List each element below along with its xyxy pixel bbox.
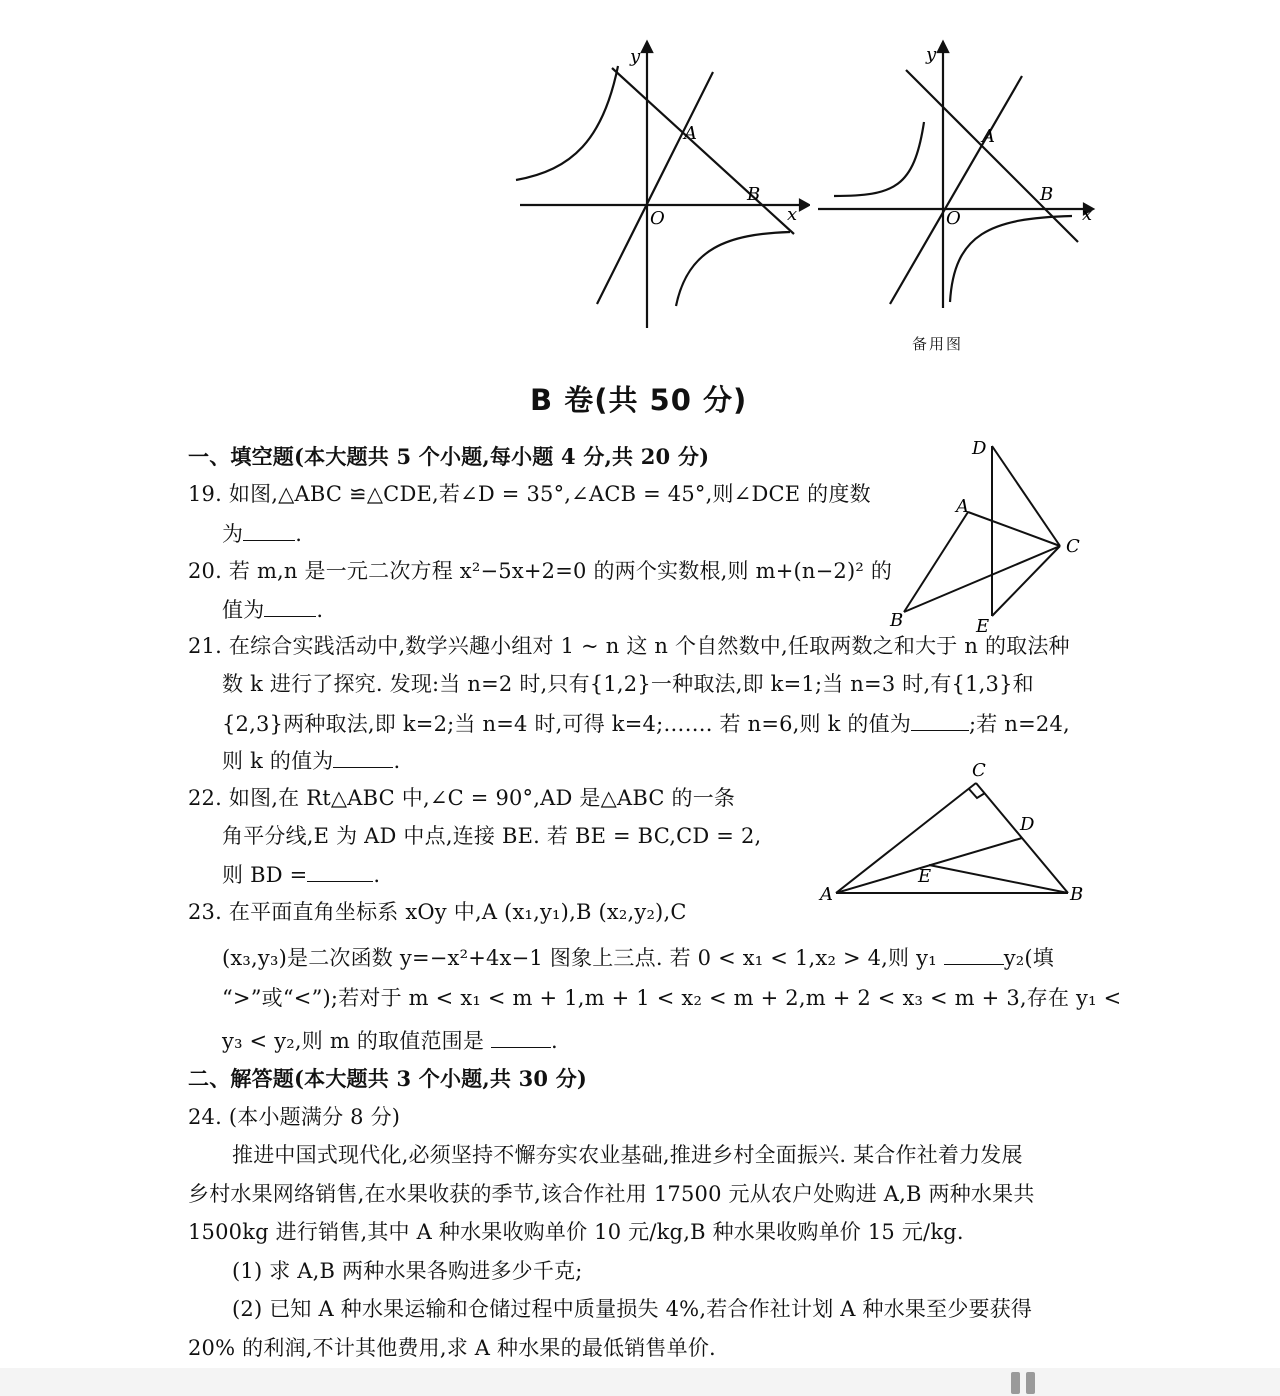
q22-line-3 bbox=[222, 863, 380, 886]
pause-indicator-right[interactable] bbox=[1026, 1372, 1035, 1394]
graph-figure-1 bbox=[500, 38, 810, 330]
q23-text-c: y₃ < y₂,则 m 的取值范围是 bbox=[222, 1029, 485, 1053]
q21-suffix: . bbox=[393, 749, 401, 773]
y-label: y bbox=[926, 44, 937, 65]
q23-line-2 bbox=[222, 946, 1054, 969]
q21-line-1: 21. 在综合实践活动中,数学兴趣小组对 1 ~ n 这 n 个自然数中,任取两数之和大于 n 的取法种 bbox=[188, 634, 1070, 658]
point-a-label: A bbox=[684, 123, 697, 144]
q23-line-4 bbox=[222, 1029, 558, 1052]
section-title: B 卷(共 50 分) bbox=[530, 383, 748, 417]
q20-line-2 bbox=[222, 598, 323, 621]
q19-suffix: . bbox=[295, 522, 303, 546]
q19-line-2 bbox=[222, 522, 302, 545]
y-axis-arrow bbox=[938, 42, 948, 52]
label-d: D bbox=[972, 438, 987, 459]
point-b-label: B bbox=[747, 184, 761, 205]
q22-answer-blank[interactable] bbox=[307, 863, 373, 882]
q23-answer-blank-2[interactable] bbox=[491, 1029, 551, 1048]
label-a: A bbox=[956, 496, 969, 517]
q22-suffix: . bbox=[373, 863, 381, 887]
label-d: D bbox=[1020, 814, 1035, 835]
q23-line-3: “>”或“<”);若对于 m < x₁ < m + 1,m + 1 < x₂ < m + 2,m + 2 < x₃ < m + 3,存在 y₁ < bbox=[222, 986, 1122, 1010]
q20-suffix: . bbox=[316, 598, 324, 622]
section-heading-solutions: 二、解答题(本大题共 3 个小题,共 30 分) bbox=[188, 1066, 588, 1091]
q22-line-1: 22. 如图,在 Rt△ABC 中,∠C = 90°,AD 是△ABC 的一条 bbox=[188, 786, 736, 810]
spare-figure-caption: 备用图 bbox=[912, 335, 964, 353]
q24-subquestion-2: (2) 已知 A 种水果运输和仓储过程中质量损失 4%,若合作社计划 A 种水果至少要获得 bbox=[232, 1297, 1033, 1321]
hyperbola-lower bbox=[676, 232, 790, 306]
q22-prefix: 则 BD = bbox=[222, 863, 308, 887]
q20-line-1: 20. 若 m,n 是一元二次方程 x²−5x+2=0 的两个实数根,则 m+(n−2)² 的 bbox=[188, 559, 893, 583]
x-label: x bbox=[1082, 204, 1093, 225]
q23-suffix: . bbox=[550, 1029, 558, 1053]
y-axis-arrow bbox=[642, 42, 652, 52]
label-c: C bbox=[1066, 536, 1080, 557]
q24-heading: 24. (本小题满分 8 分) bbox=[188, 1105, 401, 1129]
q24-para-line-2: 乡村水果网络销售,在水果收获的季节,该合作社用 17500 元从农户处购进 A,B 两种水果共 bbox=[188, 1182, 1035, 1206]
origin-label: O bbox=[946, 208, 961, 229]
graph-figure-2 bbox=[814, 38, 1096, 330]
q21-mid: ;若 n=24, bbox=[969, 712, 1070, 736]
label-b: B bbox=[890, 610, 904, 631]
q24-para-line-1: 推进中国式现代化,必须坚持不懈夯实农业基础,推进乡村全面振兴. 某合作社着力发展 bbox=[232, 1143, 1023, 1167]
label-e: E bbox=[976, 616, 990, 634]
pause-indicator-left[interactable] bbox=[1011, 1372, 1020, 1394]
q21-line-3 bbox=[222, 712, 1070, 735]
q20-answer-blank[interactable] bbox=[264, 598, 316, 617]
q23-answer-blank-1[interactable] bbox=[944, 946, 1004, 965]
point-b-label: B bbox=[1040, 184, 1054, 205]
q21-line-4 bbox=[222, 749, 400, 772]
bottom-toolbar bbox=[0, 1368, 1280, 1396]
label-e: E bbox=[918, 866, 932, 887]
q19-prefix: 为 bbox=[222, 522, 244, 546]
section-heading-fill-in: 一、填空题(本大题共 5 个小题,每小题 4 分,共 20 分) bbox=[188, 444, 710, 469]
label-b: B bbox=[1070, 884, 1084, 905]
label-a: A bbox=[820, 884, 833, 905]
q19-line-1: 19. 如图,△ABC ≌△CDE,若∠D = 35°,∠ACB = 45°,则∠DCE 的度数 bbox=[188, 482, 871, 506]
figure-q22 bbox=[814, 758, 1094, 908]
q23-text-b: y₂(填 bbox=[1003, 946, 1054, 970]
origin-label: O bbox=[650, 208, 665, 229]
figure-q19 bbox=[880, 434, 1090, 634]
q21-prefix-2: 则 k 的值为 bbox=[222, 749, 334, 773]
q21-line-2: 数 k 进行了探究. 发现:当 n=2 时,只有{1,2}一种取法,即 k=1;当 n=3 时,有{1,3}和 bbox=[222, 672, 1034, 696]
point-a-label: A bbox=[982, 126, 995, 147]
q21-prefix: {2,3}两种取法,即 k=2;当 n=4 时,可得 k=4;……. 若 n=6,则 k 的值为 bbox=[222, 712, 912, 736]
y-label: y bbox=[630, 46, 641, 67]
hyperbola-lower bbox=[950, 216, 1072, 302]
q23-text-a: (x₃,y₃)是二次函数 y=−x²+4x−1 图象上三点. 若 0 < x₁ < 1,x₂ > 4,则 y₁ bbox=[222, 946, 937, 970]
q24-subquestion-2-cont: 20% 的利润,不计其他费用,求 A 种水果的最低销售单价. bbox=[188, 1336, 716, 1360]
q21-answer-blank-2[interactable] bbox=[333, 749, 393, 768]
x-axis-arrow bbox=[800, 200, 809, 210]
q21-answer-blank-1[interactable] bbox=[911, 712, 969, 731]
q23-line-1: 23. 在平面直角坐标系 xOy 中,A (x₁,y₁),B (x₂,y₂),C bbox=[188, 900, 687, 924]
label-c: C bbox=[972, 760, 986, 781]
q24-para-line-3: 1500kg 进行销售,其中 A 种水果收购单价 10 元/kg,B 种水果收购单价 15 元/kg. bbox=[188, 1220, 964, 1244]
q24-subquestion-1: (1) 求 A,B 两种水果各购进多少千克; bbox=[232, 1259, 583, 1283]
hyperbola-upper bbox=[516, 66, 618, 180]
q19-answer-blank[interactable] bbox=[243, 522, 295, 541]
x-label: x bbox=[787, 204, 798, 225]
q20-prefix: 值为 bbox=[222, 598, 265, 622]
q22-line-2: 角平分线,E 为 AD 中点,连接 BE. 若 BE = BC,CD = 2, bbox=[222, 824, 762, 848]
hyperbola-upper bbox=[834, 122, 924, 196]
